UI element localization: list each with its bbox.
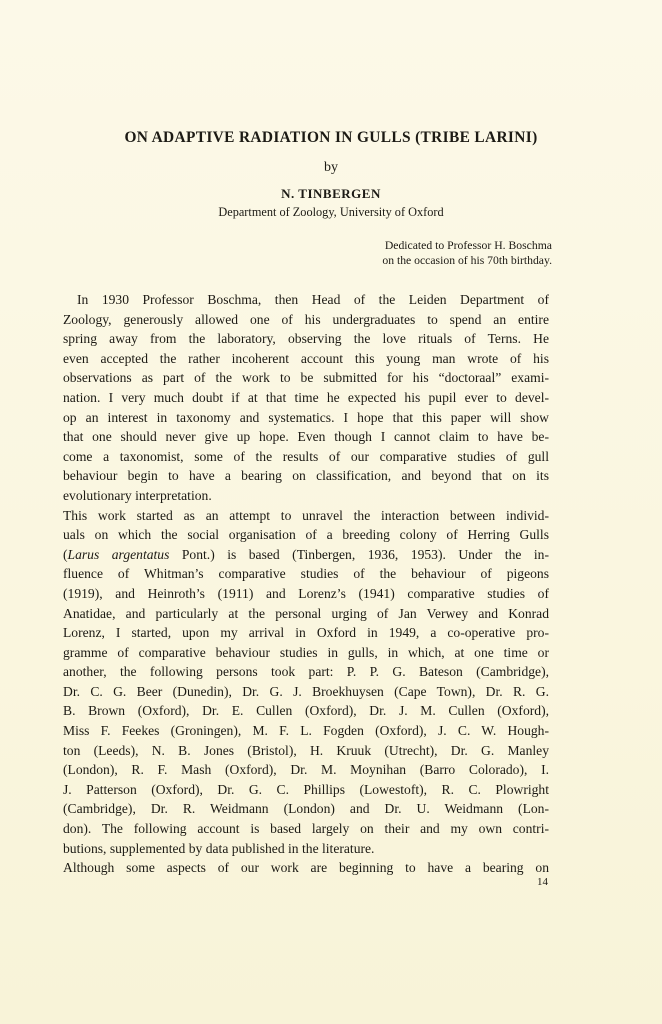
dedication-line-2: on the occasion of his 70th birthday. [382, 254, 552, 267]
paragraph-2 [63, 506, 549, 859]
text-line: even accepted the rather incoherent account this young man wrote of his [63, 350, 549, 366]
text-line: gramme of comparative behaviour studies in gulls, in which, at one time or [63, 644, 549, 660]
text-line: Miss F. Feekes (Groningen), M. F. L. Fogden (Oxford), J. C. W. Hough- [63, 723, 549, 739]
text-line: ton (Leeds), N. B. Jones (Bristol), H. Kruuk (Utrecht), Dr. G. Manley [63, 742, 549, 758]
paragraph-3 [63, 858, 549, 878]
byline-by: by [324, 160, 338, 175]
text-line: another, the following persons took part: P. P. G. Bateson (Cambridge), [63, 664, 549, 680]
text-line: B. Brown (Oxford), Dr. E. Cullen (Oxford), Dr. J. M. Cullen (Oxford), [63, 703, 549, 719]
text-line: behaviour begin to have a bearing on classification, and beyond that on its [63, 468, 549, 484]
paragraph-1 [63, 290, 549, 506]
text-line: observations as part of the work to be submitted for his “doctoraal” exami- [63, 370, 549, 386]
dedication-line-1: Dedicated to Professor H. Boschma [384, 239, 552, 252]
text-fragment: Pont.) is based (Tinbergen, 1936, 1953). Under the in- [169, 546, 549, 562]
text-line: In 1930 Professor Boschma, then Head of the Leiden Department of [77, 292, 549, 307]
text-line: (Cambridge), Dr. R. Weidmann (London) and Dr. U. Weidmann (Lon- [63, 801, 549, 817]
text-line: butions, supplemented by data published in the literature. [63, 840, 375, 856]
text-line: (London), R. F. Mash (Oxford), Dr. M. Moynihan (Barro Colorado), I. [63, 762, 549, 778]
text-line: fluence of Whitman’s comparative studies of the behaviour of pigeons [63, 566, 549, 582]
text-line: Although some aspects of our work are beginning to have a bearing on [63, 860, 549, 876]
text-line: Dr. C. G. Beer (Dunedin), Dr. G. J. Broekhuysen (Cape Town), Dr. R. G. [63, 683, 549, 699]
open-paren: ( [63, 546, 68, 562]
text-line: op an interest in taxonomy and systematics. I hope that this paper will show [63, 409, 549, 425]
text-line: J. Patterson (Oxford), Dr. G. C. Phillips (Lowestoft), R. C. Plowright [63, 781, 549, 797]
text-line: Anatidae, and particularly at the personal urging of Jan Verwey and Konrad [63, 605, 549, 621]
page-number: 14 [537, 876, 548, 888]
text-line-with-species [63, 545, 549, 565]
body-text [63, 290, 549, 878]
text-line: nation. I very much doubt if at that time he expected his pupil ever to devel- [63, 389, 549, 405]
text-line: that one should never give up hope. Even though I cannot claim to have be- [63, 429, 549, 445]
text-line: Lorenz, I started, upon my arrival in Oxford in 1949, a co-operative pro- [63, 625, 549, 641]
species-name: Larus argentatus [67, 546, 170, 562]
text-line: uals on which the social organisation of a breeding colony of Herring Gulls [63, 527, 549, 543]
text-line: spring away from the laboratory, observing the love rituals of Terns. He [63, 331, 549, 347]
text-line: (1919), and Heinroth’s (1911) and Lorenz’s (1941) comparative studies of [63, 585, 549, 601]
author-affiliation: Department of Zoology, University of Oxford [218, 205, 444, 219]
dedication [300, 238, 552, 268]
paper-title: ON ADAPTIVE RADIATION IN GULLS (TRIBE LARINI) [124, 129, 538, 146]
text-line: This work started as an attempt to unravel the interaction between individ- [63, 507, 549, 523]
text-line: don). The following account is based largely on their and my own contri- [63, 821, 549, 837]
text-line: come a taxonomist, some of the results of our comparative studies of gull [63, 448, 549, 464]
text-line: Zoology, generously allowed one of his undergraduates to spend an entire [63, 311, 549, 327]
author-name: N. TINBERGEN [281, 186, 381, 201]
text-line: evolutionary interpretation. [63, 487, 212, 503]
